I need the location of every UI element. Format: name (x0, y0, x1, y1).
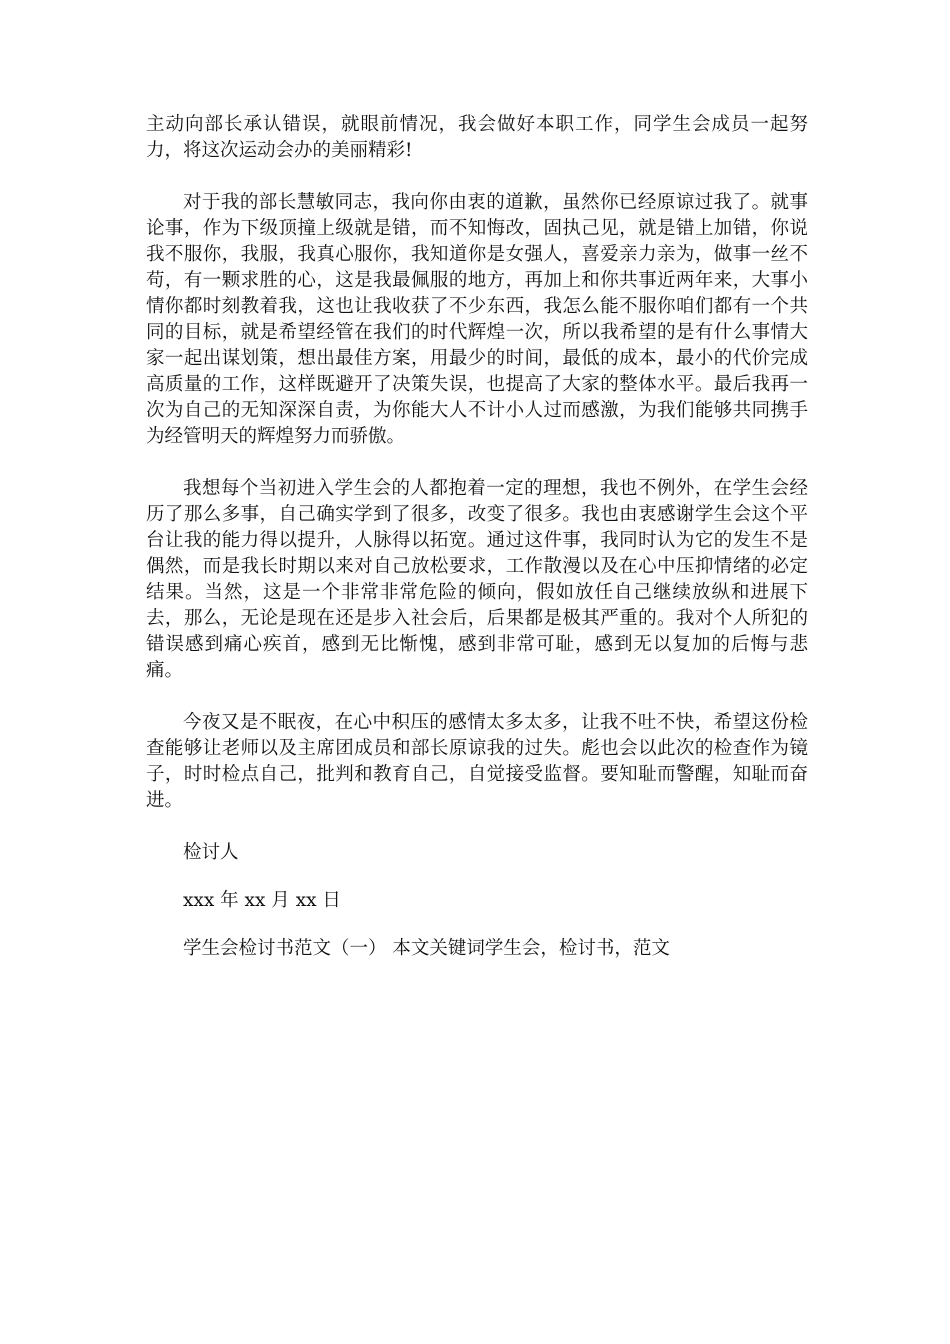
paragraph-reflection: 我想每个当初进入学生会的人都抱着一定的理想，我也不例外，在学生会经历了那么多事，自己确实学到了很多，改变了很多。我也由衷感谢学生会这个平台让我的能力得以提升，人脉得以拓宽。通过这件事，我同时认为它的发生不是偶然，而是我长时期以来对自己放松要求，工作散漫以及在心中压抑情绪的必定结果。当然，这是一个非常非常危险的倾向，假如放任自己继续放纵和进展下去，那么，无论是现在还是步入社会后，后果都是极其严重的。我对个人所犯的错误感到痛心疾首，感到无比惭愧，感到非常可耻，感到无以复加的后悔与悲痛。 (146, 478, 808, 681)
paragraph-continuation: 主动向部长承认错误，就眼前情况，我会做好本职工作，同学生会成员一起努力，将这次运动会办的美丽精彩! (146, 114, 808, 161)
date-line: xxx 年 xx 月 xx 日 (183, 890, 341, 911)
footer-keywords: 学生会检讨书范文（一） 本文关键词学生会，检讨书，范文 (183, 938, 670, 959)
document-body (146, 112, 808, 974)
signature-line: 检讨人 (183, 842, 239, 863)
paragraph-apology-to-minister: 对于我的部长慧敏同志，我向你由衷的道歉，虽然你已经原谅过我了。就事论事，作为下级顶撞上级就是错，而不知悔改，固执己见，就是错上加错，你说我不服你，我服，我真心服你，我知道你是女强人，喜爱亲力亲为，做事一丝不苟，有一颗求胜的心，这是我最佩服的地方，再加上和你共事近两年来，大事小情你都时刻教着我，这也让我收获了不少东西，我怎么能不服你咱们都有一个共同的目标，就是希望经管在我们的时代辉煌一次，所以我希望的是有什么事情大家一起出谋划策，想出最佳方案，用最少的时间，最低的成本，最小的代价完成高质量的工作，这样既避开了决策失误，也提高了大家的整体水平。最后我再一次为自己的无知深深自责，为你能大人不计小人过而感激，为我们能够共同携手为经管明天的辉煌努力而骄傲。 (146, 192, 808, 447)
paragraph-closing: 今夜又是不眠夜，在心中积压的感情太多太多，让我不吐不快，希望这份检查能够让老师以及主席团成员和部长原谅我的过失。彪也会以此次的检查作为镜子，时时检点自己，批判和教育自己，自觉接受监督。要知耻而警醒，知耻而奋进。 (146, 712, 808, 811)
